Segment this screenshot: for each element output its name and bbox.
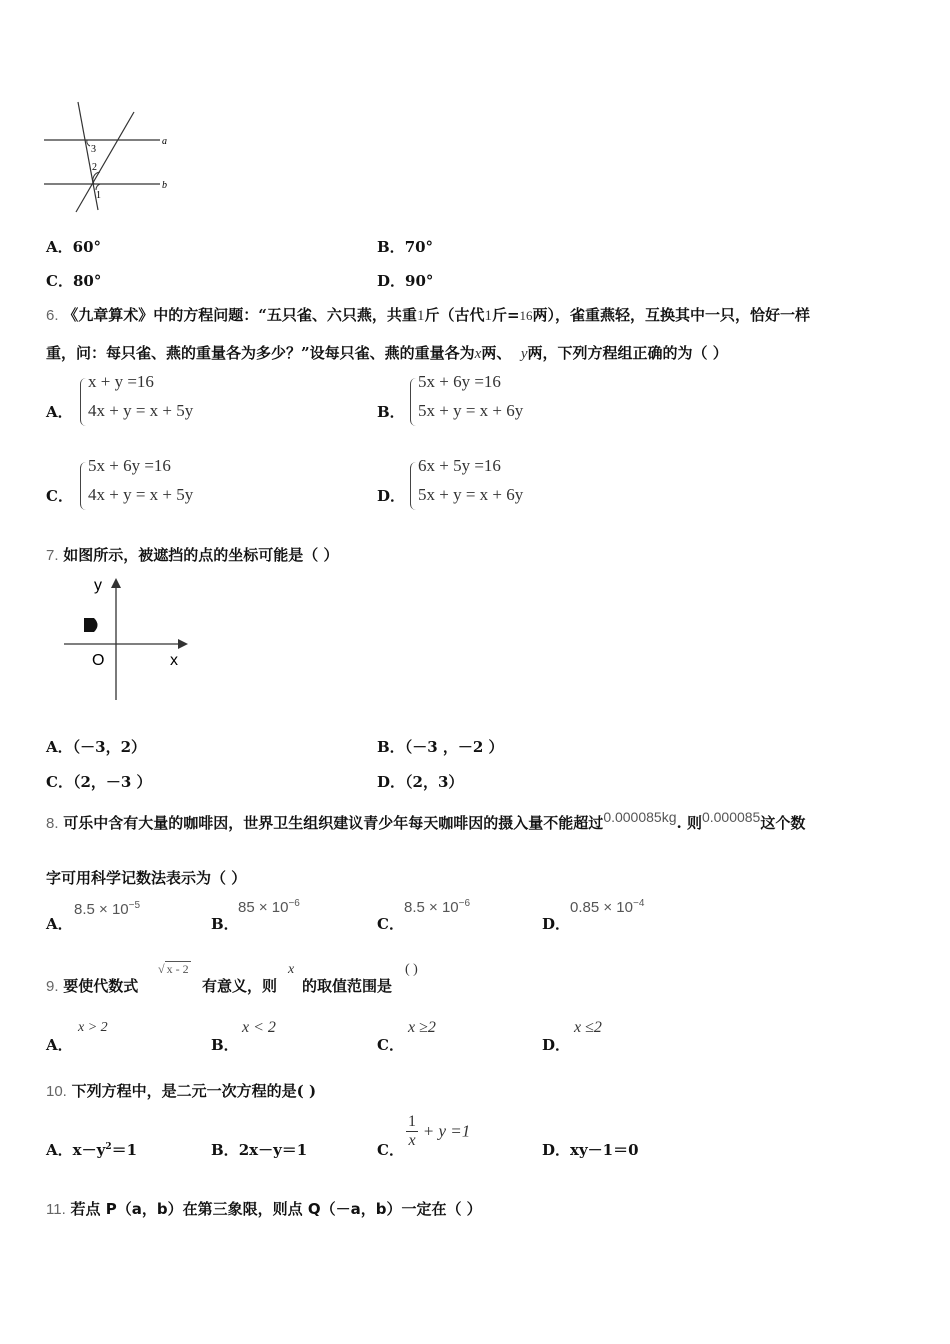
q10-option-b[interactable]: B．2x－y＝1 [211, 1141, 308, 1159]
x-axis-label: x [170, 652, 178, 669]
q8-option-c-value[interactable]: $8.5 \times 10^{-6}$ [404, 898, 471, 916]
q7-option-b[interactable]: B．（－3 ，－2 ） [377, 738, 504, 756]
q7-stem: 7. 如图所示，被遮挡的点的坐标可能是（ ） [46, 546, 339, 564]
q8-option-d-letter[interactable]: D． [542, 915, 571, 933]
q8-stem-line1: 8. 可乐中含有大量的咖啡因，世界卫生组织建议青少年每天咖啡因的摄入量不能超过0.000085kg. 则0.000085这个数 [46, 809, 806, 832]
transversal-2 [76, 112, 134, 212]
q11-stem: 11. 若点 P（a，b）在第三象限，则点 Q（－a，b）一定在（ ） [46, 1200, 482, 1218]
q8-option-a-letter[interactable]: A． [46, 915, 73, 933]
blot-hidden-point [84, 618, 98, 632]
q5-option-c[interactable]: C．80° [46, 272, 102, 290]
q9-option-c-letter[interactable]: C． [377, 1036, 404, 1054]
q6-stem-line1: 6. 《九章算术》中的方程问题：“五只雀、六只燕，共重1斤（古代1斤=16两），雀重燕轻，互换其中一只，恰好一样 [46, 306, 811, 324]
angle1-label: 1 [96, 190, 101, 201]
q5-option-a[interactable]: A．60° [46, 238, 102, 256]
q8-option-b-value[interactable]: $85 \times 10^{-6}$ [238, 898, 300, 916]
q10-option-d[interactable]: D．xy－1＝0 [542, 1141, 639, 1159]
q8-option-c-letter[interactable]: C． [377, 915, 404, 933]
q9-option-b-letter[interactable]: B． [211, 1036, 239, 1054]
q10-option-c-fraction[interactable]: $\frac{1}{x}$ + y =1 [408, 1113, 471, 1149]
q9-paren: ( ) [405, 962, 418, 977]
q9-option-a-letter[interactable]: A． [46, 1036, 73, 1054]
q5-option-b[interactable]: B．70° [377, 238, 434, 256]
q10-stem: 10. 下列方程中，是二元一次方程的是( ) [46, 1082, 317, 1100]
q6-option-d-letter[interactable]: D． [377, 487, 406, 505]
coordinate-figure [60, 572, 200, 707]
line-a-label: a [162, 136, 167, 147]
q9-radical: √ x - 2 [158, 962, 189, 976]
origin-label: O [92, 652, 105, 669]
q8-option-d-value[interactable]: $0.85 \times 10^{-4}$ [570, 898, 645, 916]
angle2-label: 2 [92, 162, 97, 173]
q9-option-c-value[interactable]: x ≥2 [408, 1019, 436, 1036]
y-axis-arrow [111, 578, 121, 588]
q9-option-a-value[interactable]: x > 2 [78, 1020, 108, 1035]
line-b-label: b [162, 180, 167, 191]
q9-stem: 9. 要使代数式 [46, 977, 139, 995]
angle3-label: 3 [91, 144, 96, 155]
q8-option-b-letter[interactable]: B． [211, 915, 239, 933]
q6-option-c-letter[interactable]: C． [46, 487, 73, 505]
q6-option-a-letter[interactable]: A． [46, 403, 73, 421]
q7-option-c[interactable]: C．（2，－3 ） [46, 773, 152, 791]
q8-stem-line2: 字可用科学记数法表示为（ ） [46, 869, 247, 887]
q6-stem-line2: 重，问：每只雀、燕的重量各为多少？”设每只雀、燕的重量各为x两、 y两，下列方程组正确的为（ ） [46, 344, 728, 362]
q9-option-d-value[interactable]: x ≤2 [574, 1019, 602, 1036]
x-axis-arrow [178, 639, 188, 649]
angle3-arc [87, 140, 90, 146]
q10-option-c-letter[interactable]: C． [377, 1141, 404, 1159]
q9-var: x [288, 962, 295, 977]
q9-option-d-letter[interactable]: D． [542, 1036, 571, 1054]
q7-option-a[interactable]: A．（－3，2） [46, 738, 147, 756]
parallel-lines-figure [40, 98, 175, 216]
q10-option-a[interactable]: A．$x-y^2=1$ [46, 1141, 138, 1159]
q8-option-a-value[interactable]: $8.5 \times 10^{-5}$ [74, 900, 141, 918]
q9-option-b-value[interactable]: x < 2 [242, 1019, 276, 1036]
q9-text-b: 有意义，则 [202, 977, 278, 995]
q7-option-d[interactable]: D．（2，3） [377, 773, 464, 791]
q6-option-b-letter[interactable]: B． [377, 403, 405, 421]
y-axis-label: y [94, 577, 102, 594]
q5-option-d[interactable]: D．90° [377, 272, 434, 290]
transversal-1 [78, 102, 98, 210]
q9-text-c: 的取值范围是 [302, 977, 393, 995]
